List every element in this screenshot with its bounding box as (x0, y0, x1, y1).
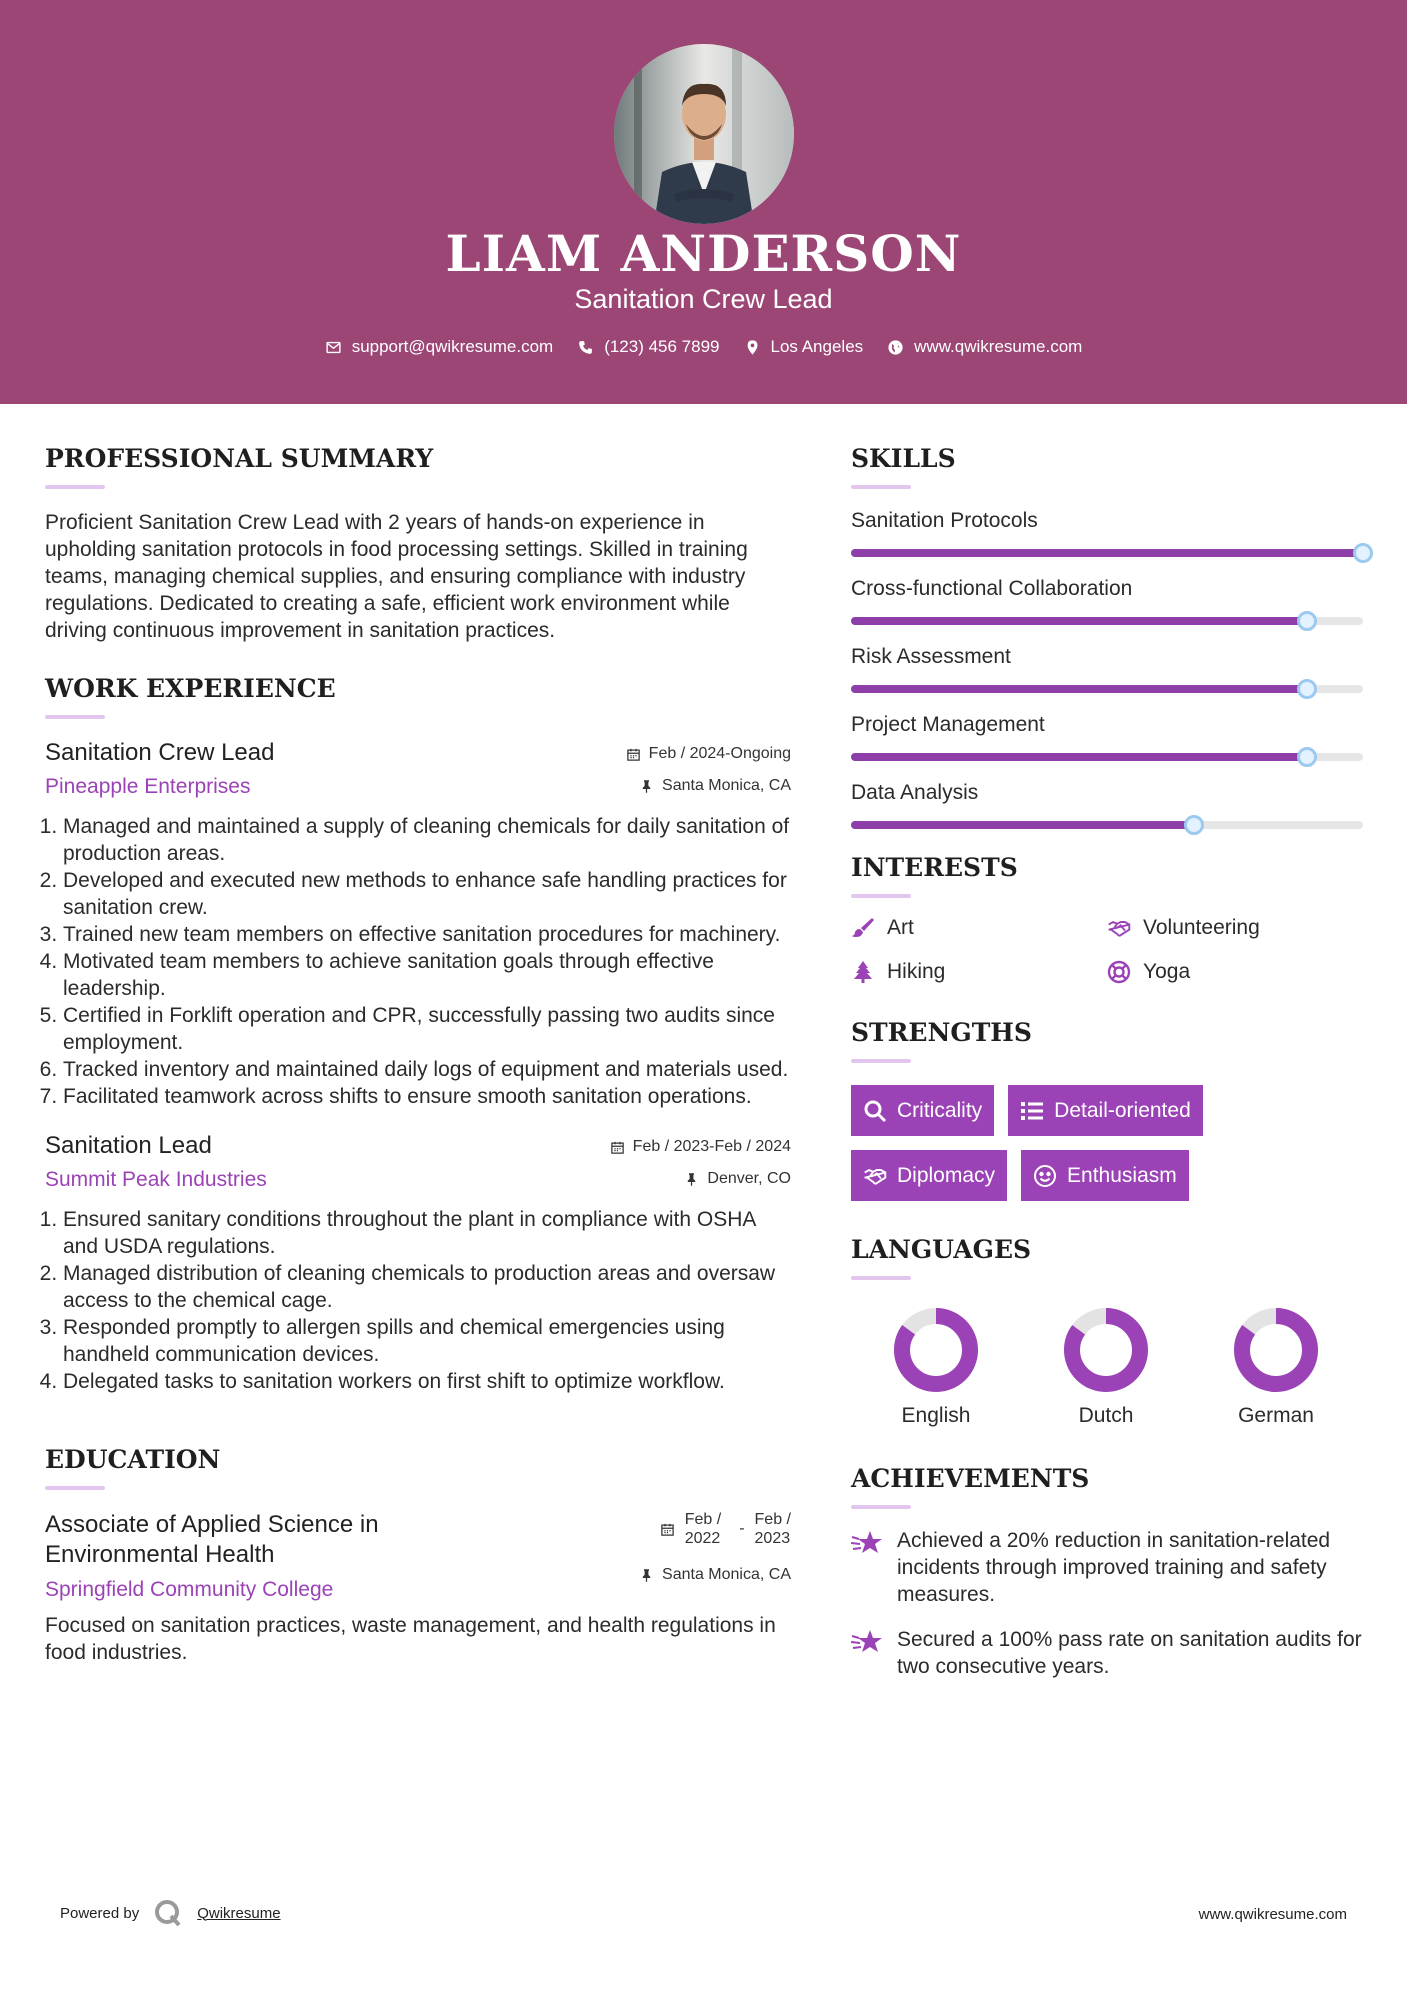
skill-level-knob (1297, 679, 1317, 699)
skill-bar (851, 685, 1363, 693)
skill-level-knob (1184, 815, 1204, 835)
education-heading: EDUCATION (45, 1445, 221, 1474)
calendar-icon (610, 1140, 625, 1155)
experience-heading: WORK EXPERIENCE (45, 674, 336, 703)
language-item (1191, 1306, 1361, 1428)
job-title: Sanitation Lead (45, 1132, 212, 1159)
list-item: 3. Trained new team members on effective sanitation procedures for machinery. (63, 921, 791, 948)
skill-bar-fill (851, 821, 1194, 829)
skill-item (851, 645, 1366, 693)
interests-section (851, 853, 1366, 984)
languages-section (851, 1235, 1366, 1428)
calendar-icon (660, 1522, 675, 1537)
handshake-icon (1107, 916, 1131, 940)
contact-email[interactable] (325, 337, 554, 357)
list-item: 1. Ensured sanitary conditions throughout the plant in compliance with OSHA and USDA regulations. (63, 1206, 791, 1260)
skill-bar-fill (851, 753, 1307, 761)
candidate-role: Sanitation Crew Lead (574, 284, 833, 314)
strength-chip: Enthusiasm (1021, 1150, 1189, 1201)
achievement-item: Achieved a 20% reduction in sanitation-related incidents through improved training and safety measures. (851, 1527, 1366, 1608)
section-underline (851, 1505, 911, 1509)
skill-level-knob (1297, 747, 1317, 767)
paintbrush-icon (851, 916, 875, 940)
list-item: 4. Motivated team members to achieve sanitation goals through effective leadership. (63, 948, 791, 1002)
language-label: German (1238, 1404, 1314, 1427)
skill-name: Sanitation Protocols (851, 509, 1038, 532)
interest-item: Hiking (851, 960, 1107, 984)
skill-item (851, 713, 1366, 761)
skill-bar-fill (851, 685, 1307, 693)
summary-text: Proficient Sanitation Crew Lead with 2 years of hands-on experience in upholding sanitation protocols in food processing settings. Skilled in training teams, managing chemical supplies, and ensuring compliance with industry regulations. Dedicated to creating a safe, efficient work environment while driving continuous improvement in sanitation practices. (45, 511, 748, 642)
skill-bar-fill (851, 549, 1363, 557)
contact-bar (0, 337, 1407, 357)
job-title: Sanitation Crew Lead (45, 739, 275, 766)
education-location: Santa Monica, CA (639, 1566, 791, 1584)
section-underline (45, 485, 105, 489)
interest-item: Volunteering (1107, 916, 1363, 940)
profile-photo (614, 44, 794, 224)
language-label: English (901, 1404, 971, 1427)
job-location: Santa Monica, CA (626, 777, 791, 795)
strength-chip: Criticality (851, 1085, 994, 1136)
right-column (851, 444, 1366, 1680)
list-item: 2. Developed and executed new methods to enhance safe handling practices for sanitation crew. (63, 867, 791, 921)
language-donut (1062, 1306, 1150, 1394)
pushpin-icon (639, 1568, 654, 1583)
skill-bar (851, 753, 1363, 761)
language-donut (1232, 1306, 1320, 1394)
envelope-icon (325, 339, 342, 356)
job-duties (45, 1206, 791, 1395)
search-icon (863, 1099, 887, 1123)
list-item: 7. Facilitated teamwork across shifts to ensure smooth sanitation operations. (63, 1083, 791, 1110)
skill-level-knob (1297, 611, 1317, 631)
section-underline (851, 485, 911, 489)
footer-url[interactable]: www.qwikresume.com (1198, 1906, 1347, 1923)
smile-icon (1033, 1164, 1057, 1188)
strengths-heading: STRENGTHS (851, 1018, 1032, 1047)
resume-header (0, 0, 1407, 404)
language-label: Dutch (1078, 1404, 1134, 1427)
education-section (45, 1445, 791, 1666)
shooting-star-icon (851, 1529, 883, 1557)
job-entry (45, 739, 791, 1110)
interests-heading: INTERESTS (851, 853, 1018, 882)
list-item: 1. Managed and maintained a supply of cleaning chemicals for daily sanitation of production areas. (63, 813, 791, 867)
language-donut (892, 1306, 980, 1394)
section-underline (45, 715, 105, 719)
contact-location-text: Los Angeles (770, 337, 864, 356)
strength-chip: Detail-oriented (1008, 1085, 1203, 1136)
summary-heading: PROFESSIONAL SUMMARY (45, 444, 434, 473)
strength-chip: Diplomacy (851, 1150, 1007, 1201)
job-entry (45, 1132, 791, 1395)
school-name: Springfield Community College (45, 1578, 334, 1601)
list-item: 5. Certified in Forklift operation and CPR, successfully passing two audits since employment. (63, 1002, 791, 1056)
list-item: 2. Managed distribution of cleaning chemicals to production areas and oversaw access to the chemical cage. (63, 1260, 791, 1314)
powered-by-label: Powered by (60, 1904, 140, 1922)
section-underline (851, 1059, 911, 1063)
globe-icon (887, 339, 904, 356)
education-description: Focused on sanitation practices, waste management, and health regulations in food industries. (45, 1614, 776, 1664)
skill-name: Data Analysis (851, 781, 979, 804)
list-icon (1020, 1099, 1044, 1123)
achievement-item: Secured a 100% pass rate on sanitation audits for two consecutive years. (851, 1626, 1366, 1680)
left-column (45, 444, 791, 1666)
skill-name: Project Management (851, 713, 1045, 736)
lifebuoy-icon (1107, 960, 1131, 984)
qwikresume-link[interactable]: Qwikresume (197, 1904, 281, 1922)
list-item: 4. Delegated tasks to sanitation workers on first shift to optimize workflow. (63, 1368, 791, 1395)
phone-icon (577, 339, 594, 356)
tree-icon (851, 960, 875, 984)
degree-title: Associate of Applied Science in Environmental Health (45, 1511, 379, 1568)
job-dates: Feb / 2023-Feb / 2024 (610, 1138, 791, 1156)
contact-phone[interactable] (577, 337, 719, 357)
skill-item (851, 577, 1366, 625)
handshake-icon (863, 1164, 887, 1188)
qwikresume-logo-icon (153, 1898, 183, 1928)
section-underline (851, 1276, 911, 1280)
list-item: 3. Responded promptly to allergen spills and chemical emergencies using handheld communication devices. (63, 1314, 791, 1368)
skill-name: Cross-functional Collaboration (851, 577, 1133, 600)
pushpin-icon (684, 1172, 699, 1187)
language-item (1021, 1306, 1191, 1428)
skill-bar (851, 617, 1363, 625)
education-dates: Feb / 2022 - Feb / 2023 (639, 1510, 791, 1548)
skill-item (851, 781, 1366, 829)
list-item: 6. Tracked inventory and maintained daily logs of equipment and materials used. (63, 1056, 791, 1083)
candidate-name: LIAM ANDERSON (445, 224, 962, 283)
language-item (851, 1306, 1021, 1428)
languages-heading: LANGUAGES (851, 1235, 1032, 1264)
skill-level-knob (1353, 543, 1373, 563)
skill-name: Risk Assessment (851, 645, 1011, 668)
interest-item: Yoga (1107, 960, 1363, 984)
calendar-icon (626, 747, 641, 762)
strengths-section (851, 1018, 1366, 1201)
contact-website-text: www.qwikresume.com (914, 337, 1083, 356)
contact-website[interactable] (887, 337, 1082, 357)
skill-bar-fill (851, 617, 1307, 625)
contact-email-text: support@qwikresume.com (351, 337, 554, 356)
interest-item: Art (851, 916, 1107, 940)
skills-heading: SKILLS (851, 444, 956, 473)
pushpin-icon (639, 779, 654, 794)
job-dates: Feb / 2024-Ongoing (626, 745, 791, 763)
skills-section (851, 444, 1366, 829)
section-underline (851, 894, 911, 898)
map-pin-icon (744, 339, 761, 356)
section-underline (45, 1486, 105, 1490)
experience-section (45, 674, 791, 1395)
skill-bar (851, 549, 1363, 557)
job-duties (45, 813, 791, 1110)
achievements-section (851, 1464, 1366, 1680)
shooting-star-icon (851, 1628, 883, 1656)
job-company: Summit Peak Industries (45, 1168, 267, 1191)
skill-item (851, 509, 1366, 557)
contact-phone-text: (123) 456 7899 (604, 337, 720, 356)
summary-section (45, 444, 791, 644)
achievements-heading: ACHIEVEMENTS (851, 1464, 1090, 1493)
job-company: Pineapple Enterprises (45, 775, 251, 798)
job-location: Denver, CO (610, 1170, 791, 1188)
skill-bar (851, 821, 1363, 829)
contact-location (744, 337, 864, 357)
footer-powered-by (60, 1898, 281, 1928)
